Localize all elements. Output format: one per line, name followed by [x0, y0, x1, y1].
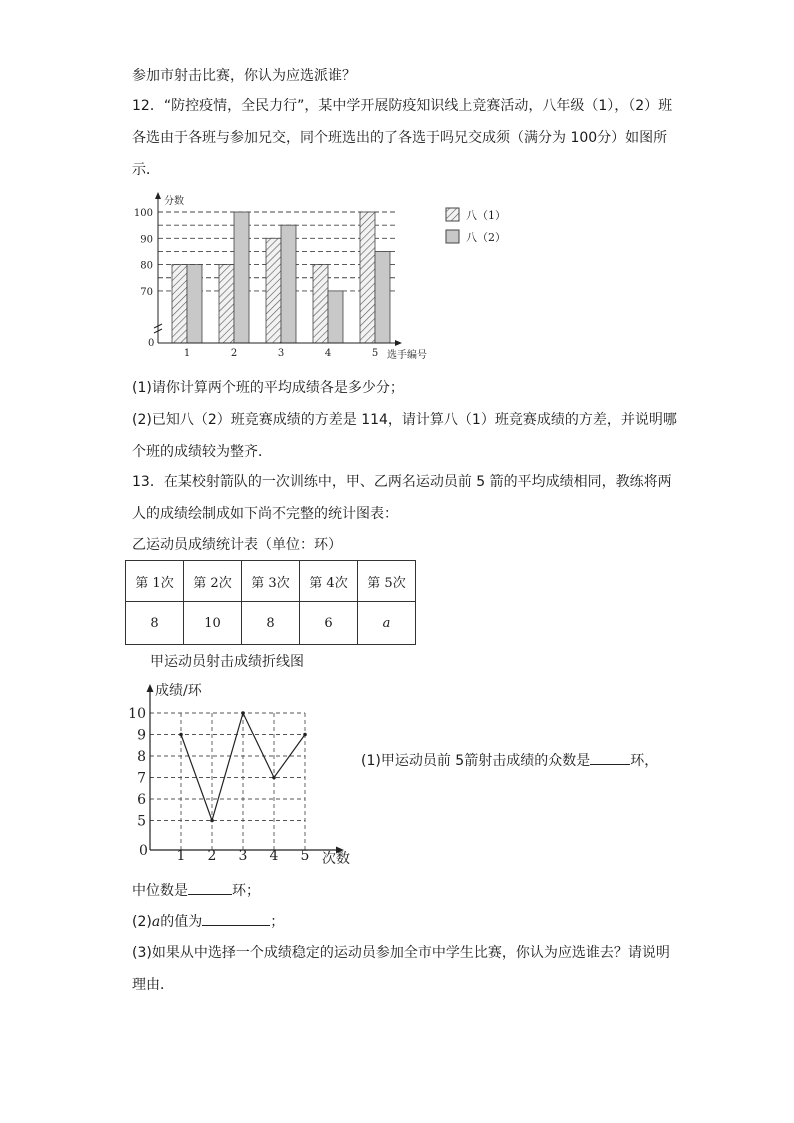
q11-tail: 参加市射击比赛，你认为应选派谁？ — [132, 68, 356, 84]
q13-sub1c: 中位数是 — [132, 883, 188, 899]
bar-1-4 — [313, 265, 328, 343]
q13-sub1b: 环， — [630, 753, 659, 769]
line-point-1 — [179, 733, 183, 737]
q13-table-title: 乙运动员成绩统计表（单位：环） — [132, 537, 342, 553]
table-cell: 10 — [184, 602, 242, 645]
answer-blank-median[interactable] — [188, 880, 232, 895]
q13-sub3a: (3)如果从中选择一个成绩稳定的运动员参加全市中学生比赛，你认为应选谁去？请说明 — [132, 945, 670, 961]
q13-sub1-line2 — [132, 880, 260, 901]
q12-sub2b: 个班的成绩较为整齐． — [132, 444, 272, 460]
line-x-tick-label: 5 — [300, 848, 310, 864]
bar-x-tick-label: 1 — [183, 348, 191, 359]
line-y-tick-label: 8 — [137, 749, 146, 765]
bar-x-arrow — [395, 340, 402, 346]
q12-line1: 12．“防控疫情，全民力行”，某中学开展防疫知识线上竞赛活动，八年级（1），（2）班 — [132, 98, 673, 114]
score-table — [125, 560, 416, 645]
q12-line2: 各选由于各班与参加兄交，同个班选出的了各选于吗兄交成须（满分为 100分）如图所 — [132, 130, 668, 146]
bar-2-1 — [187, 265, 202, 343]
bar-2-3 — [281, 225, 296, 343]
q13-sub2 — [132, 911, 284, 932]
answer-blank-mode[interactable] — [590, 750, 630, 765]
q13-sub2a: (2) — [132, 914, 152, 930]
answer-blank-a[interactable] — [202, 911, 270, 926]
bar-2-4 — [328, 291, 343, 343]
line-chart-title: 甲运动员射击成绩折线图 — [150, 654, 304, 670]
line-y-tick-label: 5 — [137, 813, 146, 830]
q13-sub2d: ； — [270, 914, 285, 930]
bar-x-label: 选手编号 — [387, 350, 427, 361]
q13-sub2-variable: a — [151, 914, 161, 930]
table-cell: 8 — [126, 602, 184, 645]
line-x-tick-label: 3 — [238, 848, 248, 864]
bar-y-tick-label: 90 — [140, 234, 153, 246]
legend-swatch-class2 — [446, 230, 459, 243]
line-y-tick-label: 6 — [137, 792, 146, 808]
q13-sub1-line1 — [361, 750, 658, 771]
bar-y-label: 分数 — [164, 196, 184, 207]
line-y-label: 成绩/环 — [155, 683, 202, 699]
q13-line1: 13．在某校射箭队的一次训练中，甲、乙两名运动员前 5 箭的平均成绩相同，教练将两 — [132, 474, 672, 490]
q12-line3: 示． — [132, 162, 160, 178]
table-header: 第 1次 — [126, 561, 184, 602]
line-chart — [130, 678, 370, 868]
line-x-label: 次数 — [322, 851, 350, 867]
line-origin-label: 0 — [139, 843, 148, 859]
line-x-tick-label: 2 — [207, 848, 217, 864]
bar-x-tick-label: 2 — [230, 348, 238, 359]
bar-1-1 — [172, 265, 187, 343]
q13-sub2c: 的值为 — [160, 914, 203, 930]
line-point-3 — [241, 711, 245, 715]
q12-sub2a: (2)已知八（2）班竞赛成绩的方差是 114，请计算八（1）班竞赛成绩的方差，并说明哪 — [132, 412, 677, 428]
bar-1-3 — [266, 238, 281, 343]
bar-y-tick-label: 100 — [133, 208, 153, 219]
table-cell: 8 — [242, 602, 300, 645]
line-y-tick-label: 10 — [128, 706, 146, 722]
bar-1-2 — [219, 265, 234, 343]
line-point-2 — [210, 819, 214, 823]
bar-y-tick-label: 70 — [140, 286, 153, 298]
line-x-tick-label: 1 — [176, 848, 186, 864]
table-cell: a — [358, 602, 416, 645]
line-x-tick-label: 4 — [269, 848, 279, 864]
legend-label-class2: 八（2） — [466, 231, 506, 244]
table-header: 第 3次 — [242, 561, 300, 602]
table-header: 第 2次 — [184, 561, 242, 602]
bar-2-5 — [375, 251, 390, 343]
line-y-tick-label: 9 — [137, 727, 146, 744]
bar-x-tick-label: 3 — [277, 348, 285, 359]
line-point-4 — [272, 776, 276, 780]
q12-sub1: (1)请你计算两个班的平均成绩各是多少分； — [132, 380, 404, 396]
bar-1-5 — [360, 212, 375, 343]
table-header: 第 4次 — [300, 561, 358, 602]
q13-sub3b: 理由． — [132, 977, 174, 993]
q13-sub1a: (1)甲运动员前 5箭射击成绩的众数是 — [361, 753, 591, 769]
legend-label-class1: 八（1） — [466, 209, 506, 222]
bar-chart — [130, 188, 470, 368]
line-point-5 — [303, 733, 307, 737]
q13-line2: 人的成绩绘制成如下尚不完整的统计图表： — [132, 506, 398, 522]
bar-y-tick-label: 80 — [140, 260, 153, 272]
bar-y-arrow — [155, 192, 161, 199]
bar-x-tick-label: 5 — [371, 348, 379, 359]
legend-swatch-class1 — [446, 208, 459, 221]
bar-legend — [446, 208, 459, 243]
bar-origin-label: 0 — [148, 338, 155, 349]
line-y-tick-label: 7 — [137, 770, 146, 787]
line-y-arrow — [147, 684, 154, 692]
bar-2-2 — [234, 212, 249, 343]
q13-sub1d: 环； — [232, 883, 260, 899]
table-header: 第 5次 — [358, 561, 416, 602]
bar-x-tick-label: 4 — [324, 348, 332, 359]
table-cell: 6 — [300, 602, 358, 645]
